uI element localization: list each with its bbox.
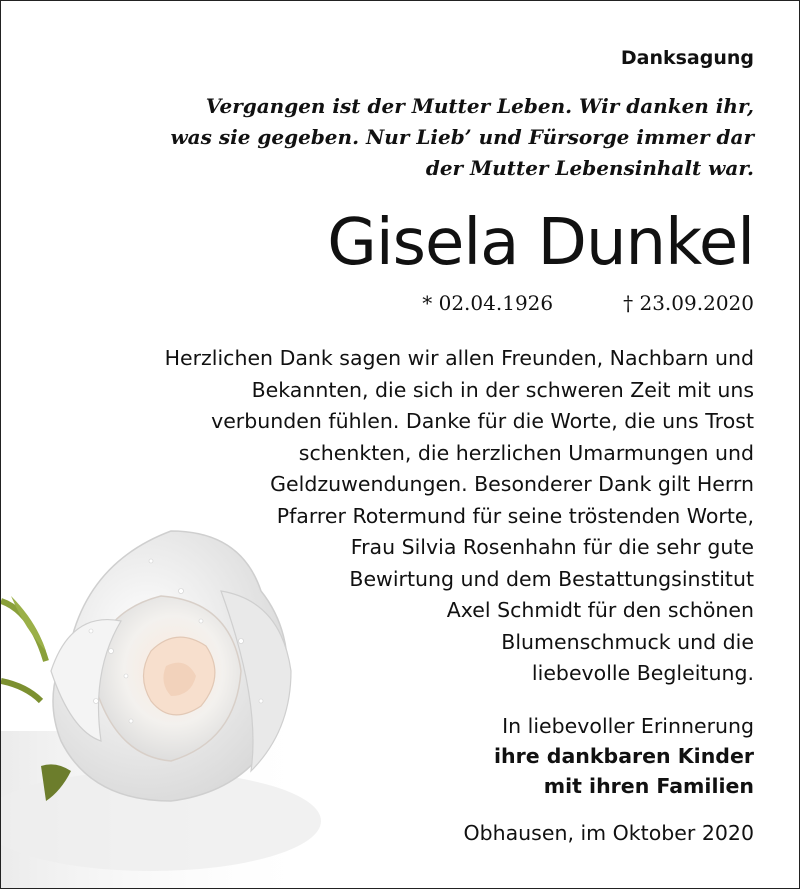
notice-heading: Danksagung xyxy=(620,47,754,69)
body-line: Bewirtung und dem Bestattungsinstitut xyxy=(349,566,754,591)
body-line: Blumenschmuck und die xyxy=(501,629,754,654)
signature-line: ihre dankbaren Kinder xyxy=(494,744,754,768)
verse-line: der Mutter Lebensinhalt war. xyxy=(425,156,754,180)
closing-signature xyxy=(494,711,754,801)
body-line: Herzlichen Dank sagen wir allen Freunden, Nachbarn und xyxy=(164,346,754,370)
life-dates xyxy=(422,291,754,315)
verse-line: Vergangen ist der Mutter Leben. Wir danken ihr, xyxy=(205,94,754,118)
body-line: Axel Schmidt für den schönen xyxy=(446,598,754,622)
death-date: † 23.09.2020 xyxy=(623,291,754,315)
place-and-date: Obhausen, im Oktober 2020 xyxy=(463,821,754,845)
body-line: liebevolle Begleitung. xyxy=(531,661,754,685)
deceased-name: Gisela Dunkel xyxy=(327,206,754,280)
birth-date: * 02.04.1926 xyxy=(422,291,554,315)
body-line: verbunden fühlen. Danke für die Worte, die uns Trost xyxy=(211,409,754,433)
body-line: Geldzuwendungen. Besonderer Dank gilt Herrn xyxy=(270,472,754,496)
thanks-text xyxy=(165,343,754,690)
memorial-verse xyxy=(170,91,754,184)
signature-line: mit ihren Familien xyxy=(543,774,754,798)
verse-line: was sie gegeben. Nur Lieb’ und Fürsorge immer dar xyxy=(170,125,754,149)
closing-line: In liebevoller Erinnerung xyxy=(502,714,754,738)
body-line: Pfarrer Rotermund für seine tröstenden Worte, xyxy=(276,503,754,528)
body-line: Frau Silvia Rosenhahn für die sehr gute xyxy=(350,535,754,559)
body-line: Bekannten, die sich in der schweren Zeit mit uns xyxy=(251,377,754,402)
body-line: schenkten, die herzlichen Umarmungen und xyxy=(298,440,754,465)
